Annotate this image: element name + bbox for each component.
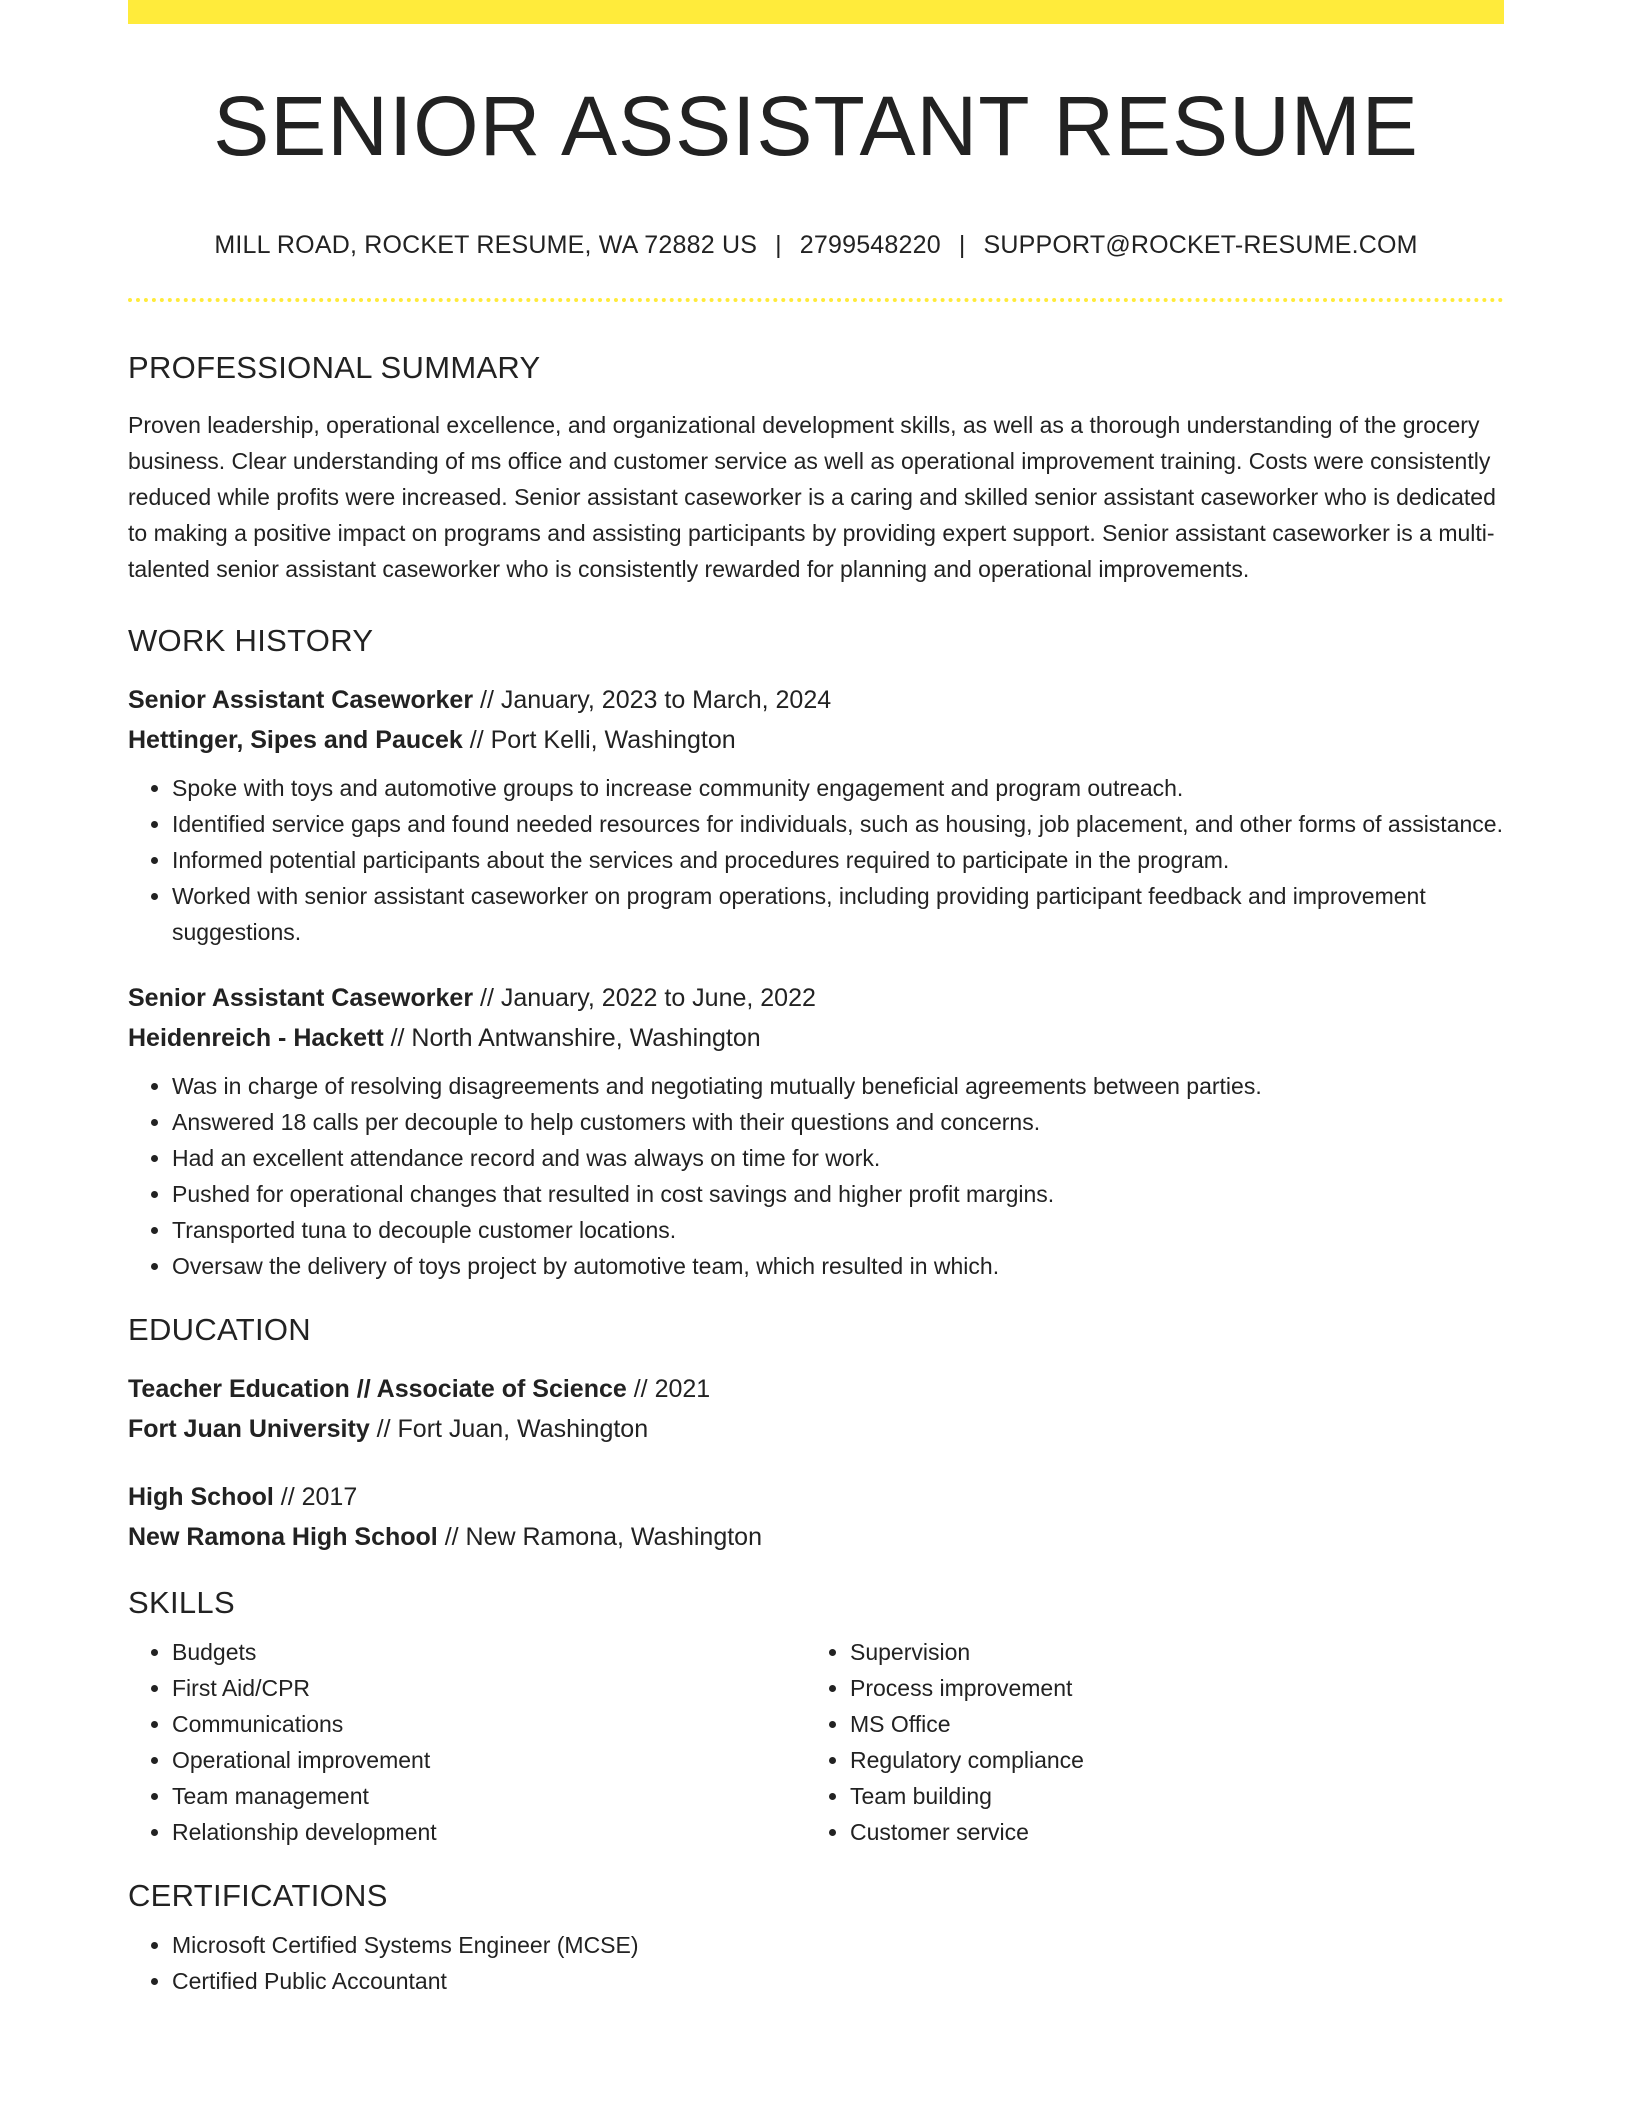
list-item: • Transported tuna to decouple customer locations.: [172, 1212, 1504, 1248]
skill-item: • Team building: [850, 1778, 1484, 1814]
skill-item: • Regulatory compliance: [850, 1742, 1484, 1778]
email-text: SUPPORT@ROCKET-RESUME.COM: [983, 231, 1418, 259]
address-text: MILL ROAD, ROCKET RESUME, WA 72882 US: [214, 231, 758, 259]
job-company: Hettinger, Sipes and Paucek: [128, 726, 463, 754]
work-history-heading: WORK HISTORY: [128, 623, 374, 658]
contact-separator: |: [958, 231, 966, 259]
job-dates: // January, 2023 to March, 2024: [473, 686, 832, 714]
list-item: • Pushed for operational changes that resulted in cost savings and higher profit margins.: [172, 1176, 1504, 1212]
skill-item: • First Aid/CPR: [172, 1670, 806, 1706]
skill-item: • Team management: [172, 1778, 806, 1814]
skill-item: • Budgets: [172, 1634, 806, 1670]
degree-line: [128, 1369, 1504, 1409]
job-title: Senior Assistant Caseworker: [128, 686, 474, 714]
job-entry: [128, 978, 1504, 1284]
accent-top-bar: [128, 0, 1504, 24]
school-name: Fort Juan University: [128, 1415, 370, 1443]
school-location: // New Ramona, Washington: [437, 1523, 762, 1551]
degree-name: Teacher Education // Associate of Science: [128, 1375, 627, 1403]
summary-heading: PROFESSIONAL SUMMARY: [128, 350, 541, 385]
skill-item: • Customer service: [850, 1814, 1484, 1850]
job-bullets: [128, 1068, 1504, 1284]
contact-separator: |: [775, 231, 782, 259]
degree-name: High School: [128, 1483, 274, 1511]
contact-line: [128, 230, 1504, 260]
job-company-line: [128, 720, 1504, 760]
school-location: // Fort Juan, Washington: [369, 1415, 649, 1443]
job-dates: // January, 2022 to June, 2022: [473, 984, 816, 1012]
education-entry: [128, 1369, 1504, 1449]
school-name: New Ramona High School: [128, 1523, 438, 1551]
list-item: • Had an excellent attendance record and was always on time for work.: [172, 1140, 1504, 1176]
resume-page: [128, 0, 1504, 1999]
certification-item: • Microsoft Certified Systems Engineer (MCSE): [172, 1927, 1504, 1963]
degree-year: // 2021: [626, 1375, 711, 1403]
job-entry: [128, 680, 1504, 950]
school-line: [128, 1517, 1504, 1557]
education-entry: [128, 1477, 1504, 1557]
skills-grid: [128, 1634, 1504, 1850]
skill-item: • Relationship development: [172, 1814, 806, 1850]
phone-text: 2799548220: [799, 231, 941, 259]
list-item: • Informed potential participants about the services and procedures required to participate in the program.: [172, 842, 1504, 878]
certification-item: • Certified Public Accountant: [172, 1963, 1504, 1999]
degree-year: // 2017: [273, 1483, 358, 1511]
certifications-list: [128, 1927, 1504, 1999]
job-title-line: [128, 680, 1504, 720]
skills-column-right: [806, 1634, 1484, 1850]
skill-item: • Supervision: [850, 1634, 1484, 1670]
list-item: • Oversaw the delivery of toys project by automotive team, which resulted in which.: [172, 1248, 1504, 1284]
list-item: • Worked with senior assistant caseworker on program operations, including providing participant feedback and improvement suggestions.: [172, 878, 1504, 950]
dotted-divider: [128, 298, 1504, 302]
resume-title: SENIOR ASSISTANT RESUME: [213, 79, 1419, 173]
job-title: Senior Assistant Caseworker: [128, 984, 474, 1012]
certifications-heading: CERTIFICATIONS: [128, 1878, 388, 1913]
list-item: • Spoke with toys and automotive groups to increase community engagement and program outreach.: [172, 770, 1504, 806]
job-bullets: [128, 770, 1504, 950]
school-line: [128, 1409, 1504, 1449]
job-company: Heidenreich - Hackett: [128, 1024, 384, 1052]
skill-item: • MS Office: [850, 1706, 1484, 1742]
list-item: • Answered 18 calls per decouple to help customers with their questions and concerns.: [172, 1104, 1504, 1140]
degree-line: [128, 1477, 1504, 1517]
skills-heading: SKILLS: [128, 1585, 235, 1620]
skill-item: • Communications: [172, 1706, 806, 1742]
job-location: // Port Kelli, Washington: [462, 726, 736, 754]
list-item: • Was in charge of resolving disagreements and negotiating mutually beneficial agreements between parties.: [172, 1068, 1504, 1104]
summary-paragraph: Proven leadership, operational excellence, and organizational development skills, as well as a thorough understanding of the grocery business. Clear understanding of ms office and customer service as well as operational improvement training. Costs were consistently reduced while profits were increased. Senior assistant caseworker is a caring and skilled senior assistant caseworker who is dedicated to making a positive impact on programs and assisting participants by providing expert support. Senior assistant caseworker is a multi-talented senior assistant caseworker who is consistently rewarded for planning and operational improvements.: [128, 412, 1496, 582]
education-heading: EDUCATION: [128, 1312, 311, 1347]
skill-item: • Process improvement: [850, 1670, 1484, 1706]
skills-column-left: [128, 1634, 806, 1850]
job-company-line: [128, 1018, 1504, 1058]
job-title-line: [128, 978, 1504, 1018]
list-item: • Identified service gaps and found needed resources for individuals, such as housing, job placement, and other forms of assistance.: [172, 806, 1504, 842]
skill-item: • Operational improvement: [172, 1742, 806, 1778]
job-location: // North Antwanshire, Washington: [383, 1024, 761, 1052]
